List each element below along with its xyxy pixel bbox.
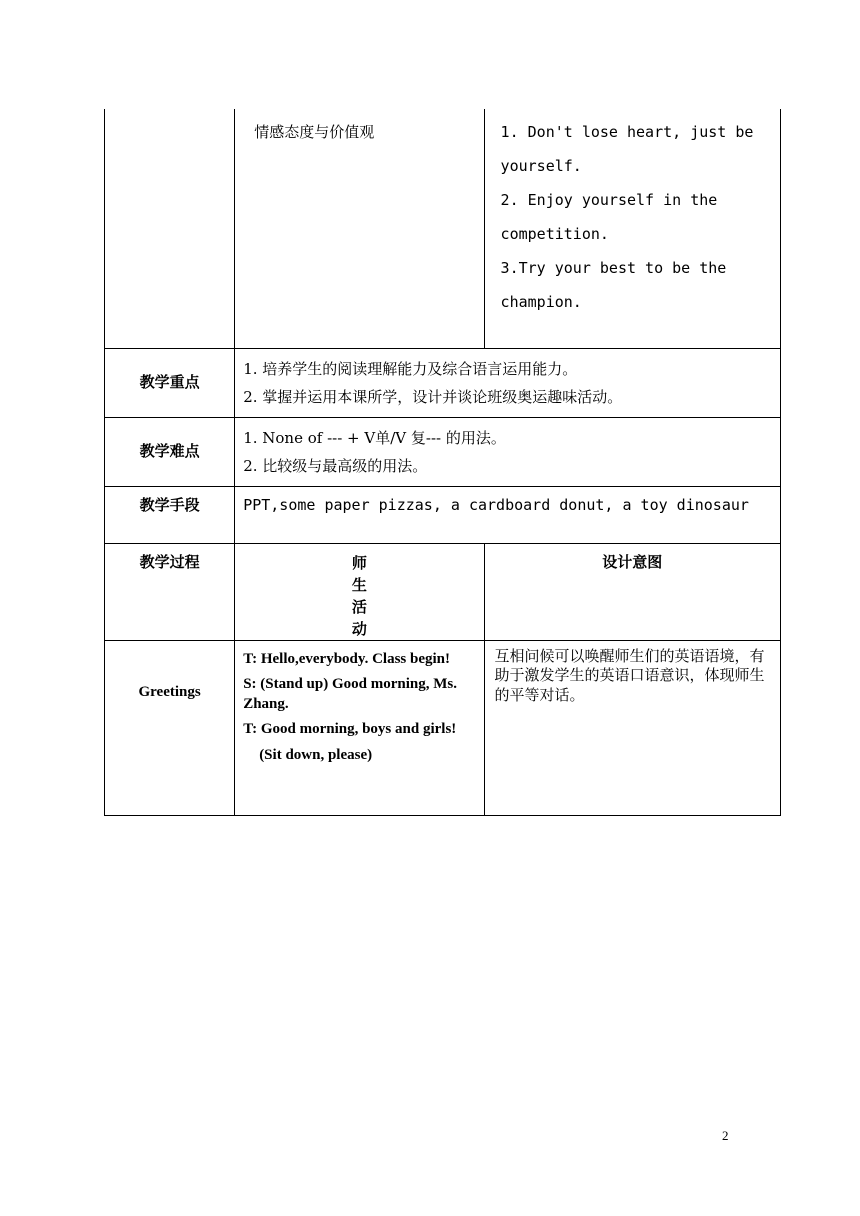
activity-header-char: 动 xyxy=(351,619,367,638)
process-header-row xyxy=(105,543,781,640)
emotion-item: competition. xyxy=(500,225,609,243)
page-number: 2 xyxy=(722,1128,729,1143)
lesson-plan-table xyxy=(104,109,781,816)
greetings-intent: 互相问候可以唤醒师生们的英语语境，有助于激发学生的英语口语意识，体现师生的平等对话。 xyxy=(484,640,780,815)
emotion-item: 3.Try your best to be the xyxy=(500,259,727,277)
dialogue-line: S: (Stand up) Good morning, Ms. Zhang. xyxy=(243,676,457,712)
process-label: 教学过程 xyxy=(105,543,235,640)
emotion-row xyxy=(105,109,781,348)
activity-header-char: 活 xyxy=(351,597,367,616)
difficulty-item: 1. None of --- + V单/V 复--- 的用法。 xyxy=(243,428,506,447)
dialogue-line: (Sit down, please) xyxy=(259,746,373,763)
difficulties-content xyxy=(235,417,781,486)
emotion-items xyxy=(484,109,780,348)
dialogue-line: T: Good morning, boys and girls! xyxy=(243,721,457,737)
activity-header xyxy=(235,543,484,640)
difficulties-label: 教学难点 xyxy=(105,417,235,486)
greetings-row xyxy=(105,640,781,815)
activity-header-char: 生 xyxy=(351,575,367,594)
empty-cell xyxy=(105,109,235,348)
emotion-label: 情感态度与价值观 xyxy=(235,109,484,348)
emotion-item: 2. Enjoy yourself in the xyxy=(500,191,718,209)
dialogue-line: T: Hello,everybody. Class begin! xyxy=(243,650,450,667)
key-points-content xyxy=(235,348,781,417)
key-points-row xyxy=(105,348,781,417)
greetings-dialogue xyxy=(235,640,484,815)
methods-content: PPT,some paper pizzas, a cardboard donut, a toy dinosaur xyxy=(235,486,781,543)
intent-header: 设计意图 xyxy=(484,543,780,640)
emotion-item: 1. Don't lose heart, just be xyxy=(500,123,754,141)
key-point-item: 2. 掌握并运用本课所学，设计并谈论班级奥运趣味活动。 xyxy=(243,387,623,406)
key-points-label: 教学重点 xyxy=(105,348,235,417)
key-point-item: 1. 培养学生的阅读理解能力及综合语言运用能力。 xyxy=(243,359,578,378)
emotion-item: champion. xyxy=(500,293,582,311)
activity-header-char: 师 xyxy=(351,553,367,572)
difficulties-row xyxy=(105,417,781,486)
emotion-item: yourself. xyxy=(500,157,582,175)
greetings-label: Greetings xyxy=(105,640,235,815)
difficulty-item: 2. 比较级与最高级的用法。 xyxy=(243,456,428,475)
methods-label: 教学手段 xyxy=(105,486,235,543)
methods-row xyxy=(105,486,781,543)
